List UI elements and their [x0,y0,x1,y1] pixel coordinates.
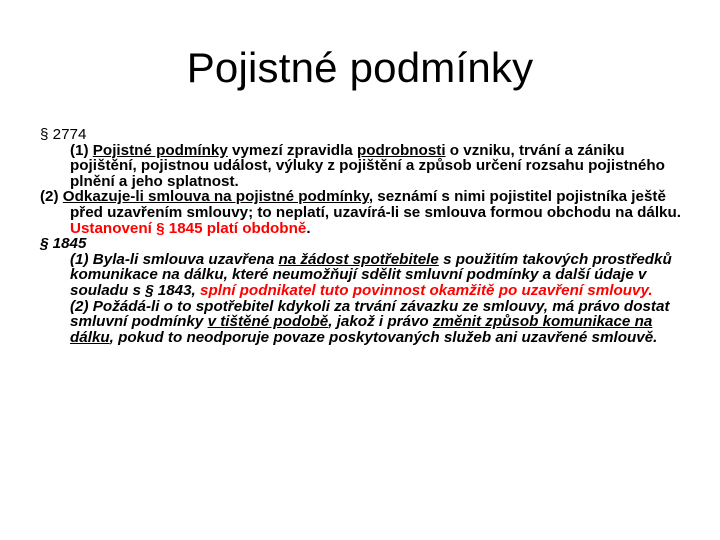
paragraph-1845-1 [40,252,690,299]
paragraph-text: , jakož i právo [328,313,433,331]
paragraph-text: . [306,219,311,237]
paragraph-2774-2 [40,189,690,236]
section-heading-2774: § 2774 [40,126,87,143]
slide-title: Pojistné podmínky [186,44,534,91]
paragraph-text: , pokud to neodporuje povaze poskytovaných služeb ani uzavřené smlouvě. [109,328,658,346]
underlined-term: na žádost spotřebitele [278,250,439,268]
paragraph-prefix: (2) [40,188,63,206]
underlined-term: podrobnosti [356,141,446,159]
underlined-term: Odkazuje-li smlouva na pojistné podmínky [62,188,369,206]
paragraph-text: s použitím takových prostředků komunikace na dálku, které neumožňují sdělit smluvní podmínky a další údaje v souladu s § 1843, [70,250,672,299]
slide-content [40,127,690,345]
section-heading-1845: § 1845 [40,235,87,253]
highlighted-text: splní podnikatel tuto povinnost okamžitě po uzavření smlouvy. [200,281,653,299]
paragraph-1845-2 [40,299,690,346]
underlined-term: Pojistné podmínky [92,141,228,159]
paragraph-text: o vzniku, trvání a zániku pojištění, pojistnou událost, výluky z pojištění a způsob určení rozsahu pojistného plnění a jeho splatnost. [70,141,665,190]
paragraph-2774-1 [40,143,690,190]
paragraph-text: (1) Byla-li smlouva uzavřena [70,250,279,268]
paragraph-text: (2) Požádá-li o to spotřebitel kdykoli za trvání závazku ze smlouvy, má právo dostat smluvní podmínky [70,297,670,331]
paragraph-prefix: (1) [70,141,93,159]
underlined-term: změnit způsob komunikace na dálku [70,313,653,346]
highlighted-text: Ustanovení § 1845 platí obdobně [70,219,307,237]
paragraph-text: , seznámí s nimi pojistitel pojistníka ještě před uzavřením smlouvy; to neplatí, uzavírá-li se smlouva formou obchodu na dálku. [70,188,681,221]
paragraph-text: vymezí zpravidla [227,141,357,159]
underlined-term: v tištěné podobě [207,313,329,331]
